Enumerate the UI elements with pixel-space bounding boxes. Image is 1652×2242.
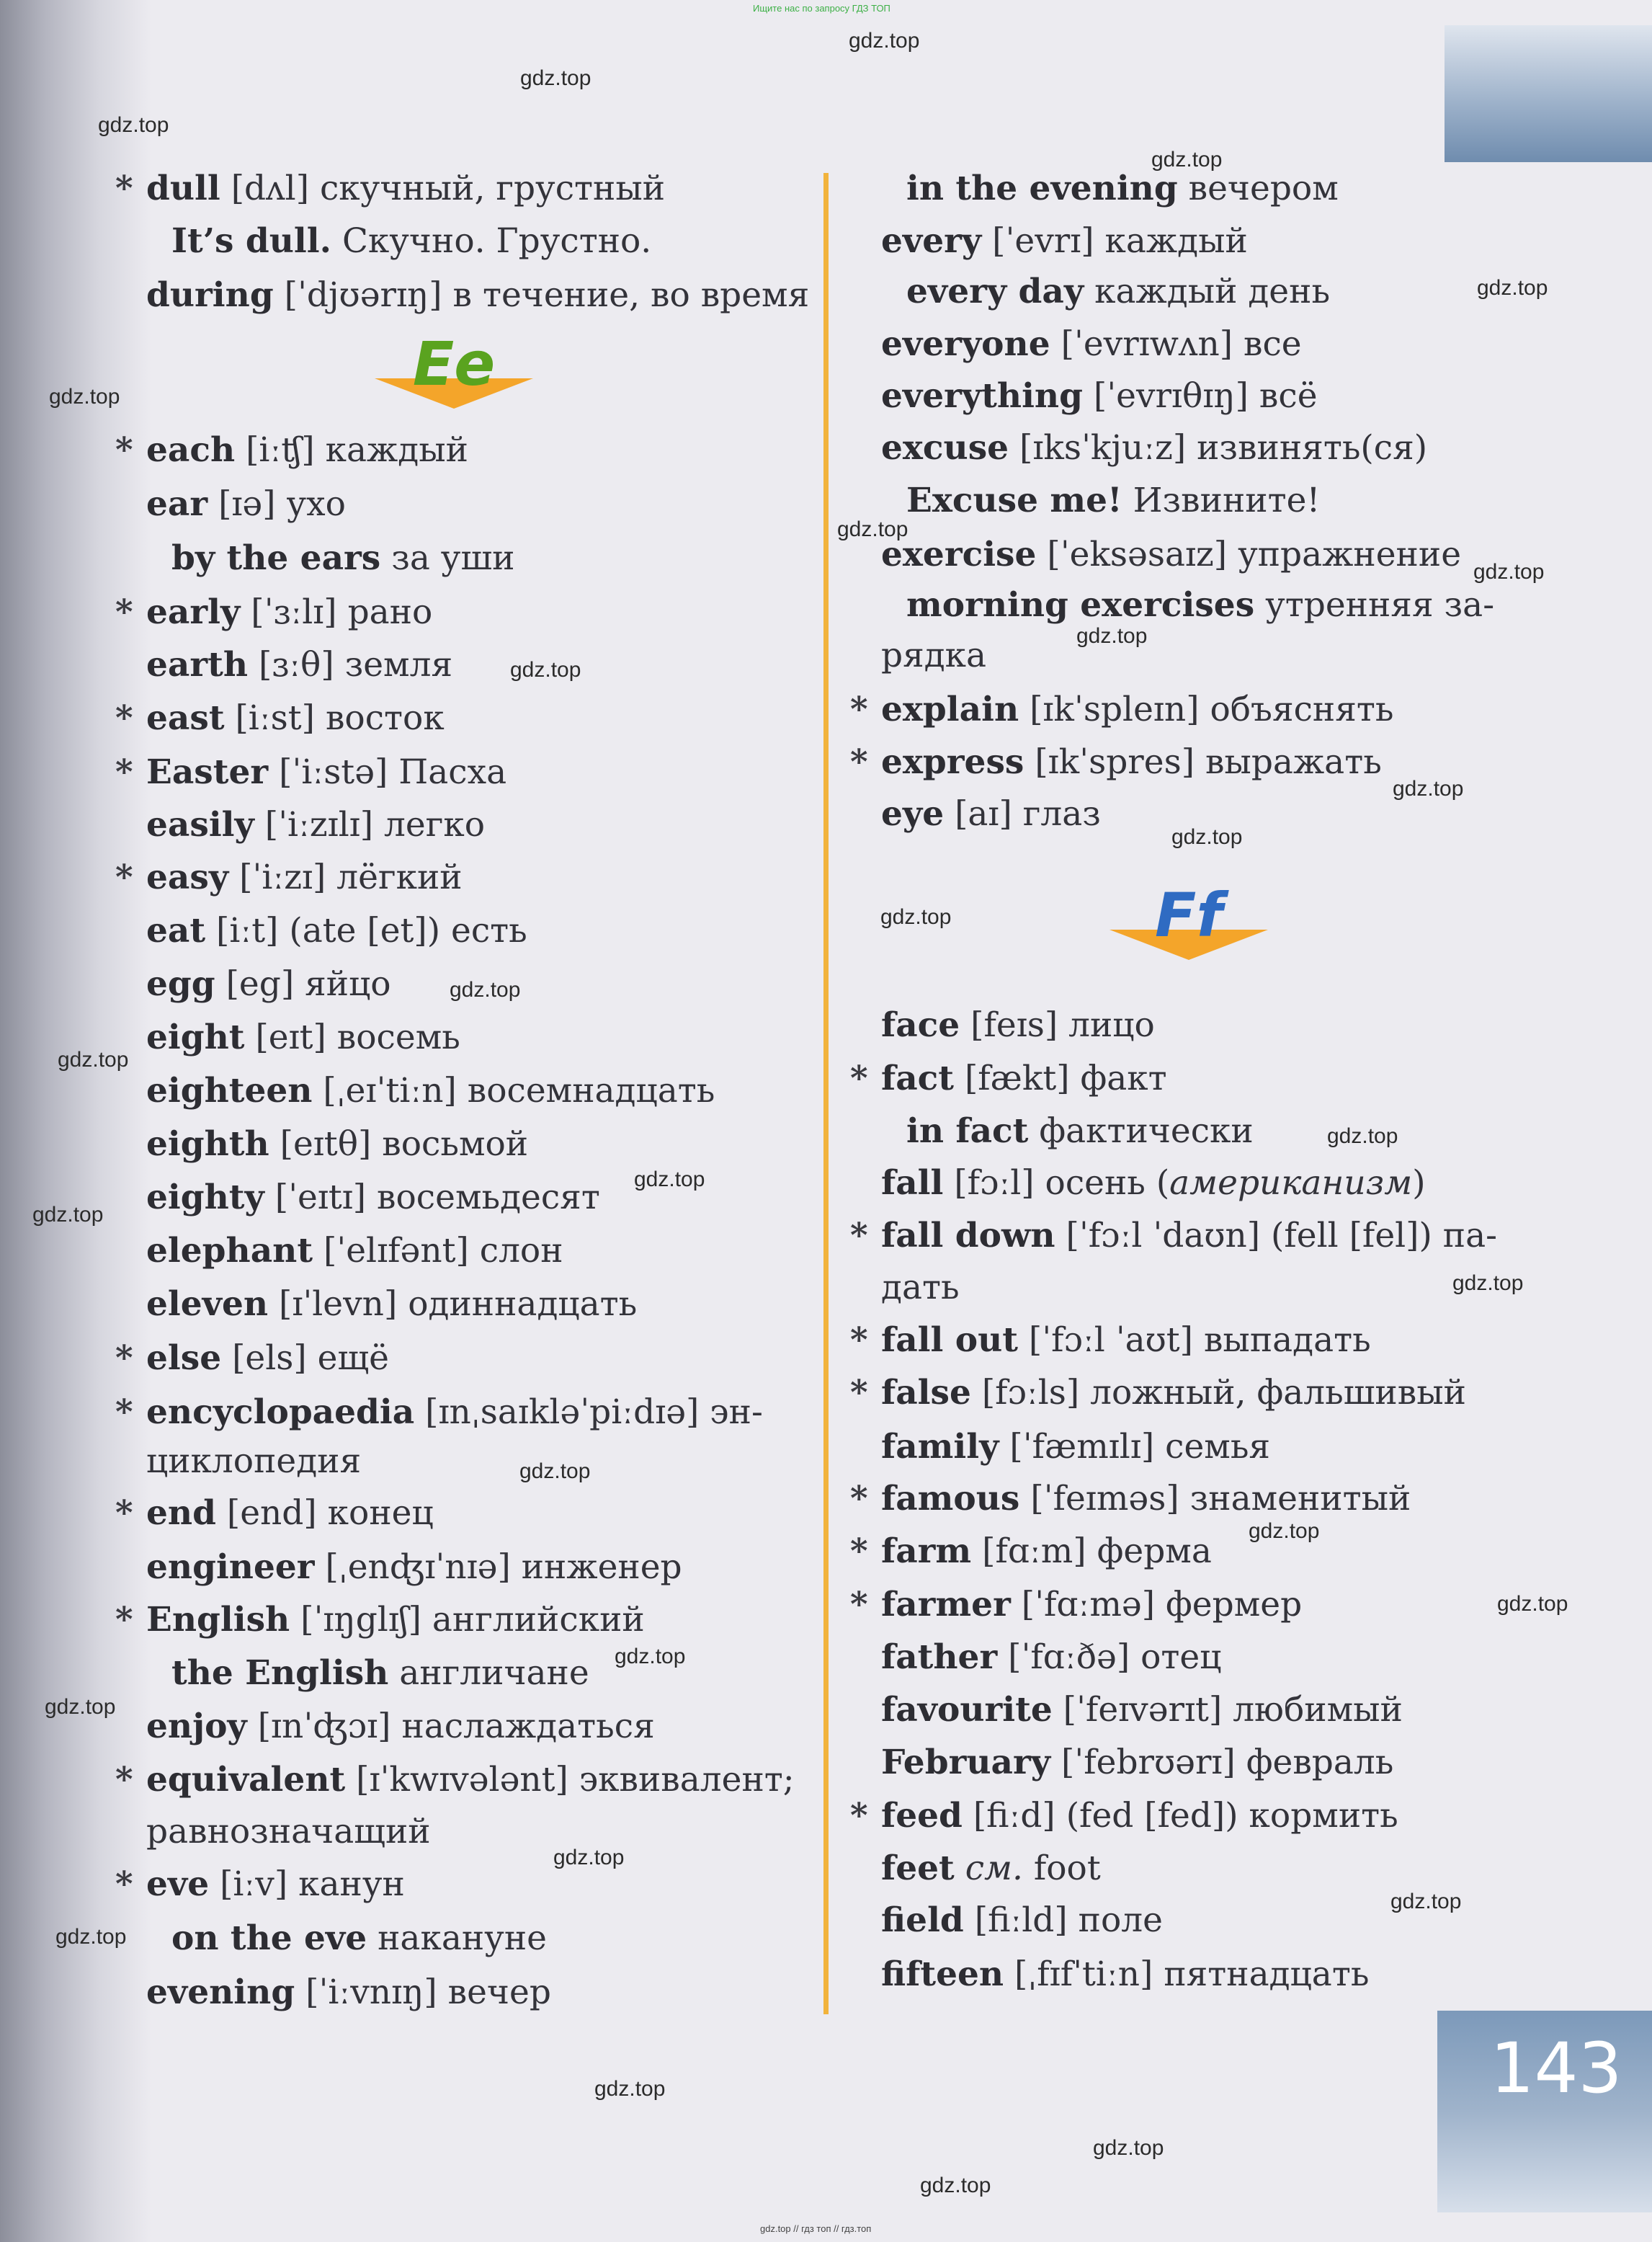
entry-italic-note: см. (965, 1849, 1023, 1888)
entry-headword: early (146, 592, 241, 632)
entry-text (881, 793, 1101, 836)
watermark: gdz.top (880, 905, 952, 929)
entry-headword: on the eve (171, 1918, 367, 1958)
entry-headword: eye (881, 794, 945, 834)
entry-definition: [ˌeɪˈtiːn] восемнадцать (312, 1071, 715, 1111)
entry-headword: fall down (881, 1216, 1055, 1255)
entry-headword: express (881, 742, 1024, 782)
entry-definition: [ɜːθ] земля (248, 645, 453, 685)
page-corner-top-decoration (1445, 25, 1652, 162)
entry-star-mark: * (850, 1479, 868, 1518)
entry-definition: [ˈfɑːðə] отец (997, 1637, 1222, 1677)
entry-text (906, 270, 1330, 313)
header-note: Ищите нас по запросу ГДЗ ТОП (753, 3, 890, 14)
entry-text (881, 1953, 1369, 1996)
entry-text (171, 537, 514, 580)
watermark: gdz.top (1393, 777, 1464, 801)
entry-text (146, 1598, 645, 1642)
entry-star-mark: * (115, 1392, 133, 1432)
entry-definition: [ˈelɪfənt] слон (313, 1231, 563, 1271)
entry-definition: [dʌl] скучный, грустный (220, 169, 666, 208)
watermark: gdz.top (510, 658, 581, 682)
entry-headword: easily (146, 805, 254, 845)
entry-headword: fifteen (881, 1954, 1004, 1994)
entry-headword: elephant (146, 1231, 313, 1271)
entry-definition: [fɑːm] ферма (971, 1531, 1212, 1571)
entry-text (146, 1283, 637, 1326)
entry-headword: in fact (906, 1111, 1029, 1151)
entry-definition: [ˈevrɪ] каждый (981, 221, 1248, 261)
entry-headword: easy (146, 858, 229, 897)
entry-headword: farmer (881, 1585, 1011, 1624)
entry-text (146, 1123, 528, 1166)
entry-text (881, 1794, 1398, 1838)
entry-headword: morning exercises (906, 585, 1255, 625)
entry-definition-tail: ) (1412, 1163, 1426, 1203)
entry-headword: in the evening (906, 169, 1178, 208)
entry-star-mark: * (850, 1373, 868, 1413)
entry-headword: eat (146, 911, 206, 951)
entry-star-mark: * (850, 1059, 868, 1098)
watermark: gdz.top (1477, 276, 1548, 300)
entry-definition: [ɪnˌsaɪkləˈpiːdɪə] эн- (414, 1392, 763, 1432)
entry-text (881, 1530, 1212, 1573)
entry-text (881, 323, 1302, 366)
entry-headword: ear (146, 484, 208, 524)
entry-headword: during (146, 275, 274, 315)
entry-definition: [feɪs] лицо (960, 1005, 1155, 1045)
entry-headword: every (881, 221, 982, 261)
entry-definition: [ˈɪŋglɪʃ] английский (290, 1600, 645, 1640)
entry-headword: favourite (881, 1690, 1053, 1730)
entry-text (146, 1391, 763, 1434)
watermark: gdz.top (837, 517, 908, 541)
entry-text (881, 1477, 1411, 1521)
entry-definition: [ˈfæmɪlɪ] семья (999, 1427, 1271, 1467)
section-heading-f (1109, 879, 1268, 987)
watermark: gdz.top (519, 1459, 591, 1483)
entry-definition: [els] ещё (221, 1338, 389, 1378)
entry-text (881, 688, 1394, 731)
entry-definition: [ɪˈlevn] одиннадцать (268, 1284, 638, 1324)
entry-definition: [eg] яйцо (215, 964, 391, 1004)
watermark: gdz.top (1327, 1124, 1398, 1148)
entry-definition: [fiːd] (fed [fed]) кормить (962, 1796, 1398, 1836)
entry-definition: [iːv] канун (209, 1864, 405, 1904)
entry-headword: everyone (881, 324, 1050, 364)
entry-text (906, 1110, 1254, 1153)
entry-headword: everything (881, 376, 1083, 416)
entry-text (146, 1492, 434, 1535)
entry-text (146, 274, 809, 317)
watermark: gdz.top (1151, 148, 1223, 172)
entry-headword: family (881, 1427, 999, 1467)
entry-star-mark: * (115, 1864, 133, 1904)
entry-definition: [eɪtθ] восьмой (269, 1124, 529, 1164)
entry-definition: [ˈdjʊərɪŋ] в течение, во время (273, 275, 810, 315)
entry-headword: fall out (881, 1320, 1018, 1360)
footer-note: gdz.top // гдз топ // гдз.топ (760, 2223, 872, 2234)
entry-text (146, 751, 506, 794)
entry-definition: циклопедия (146, 1441, 362, 1481)
entry-star-mark: * (115, 752, 133, 792)
section-letter-f: Ff (1155, 880, 1223, 951)
entry-headword: fall (881, 1163, 944, 1203)
entry-text (881, 1847, 1101, 1890)
entry-text (146, 1337, 389, 1380)
entry-text (146, 1758, 795, 1802)
entry-definition: [iːʧ] каждый (235, 430, 468, 470)
entry-text (881, 427, 1427, 470)
entry-text (146, 856, 463, 899)
entry-text (146, 1810, 431, 1854)
entry-definition: рядка (881, 636, 987, 675)
entry-text (881, 220, 1248, 263)
entry-headword: earth (146, 645, 248, 685)
entry-text (881, 634, 986, 677)
entry-headword: field (881, 1900, 964, 1940)
watermark: gdz.top (1249, 1519, 1320, 1543)
entry-text (146, 1016, 460, 1059)
entry-headword: It’s dull. (171, 221, 331, 261)
entry-headword: face (881, 1005, 960, 1045)
entry-definition: [end] конец (215, 1493, 434, 1533)
entry-text (881, 1741, 1393, 1784)
entry-star-mark: * (850, 1531, 868, 1571)
entry-definition: [ˈfeɪvərɪt] любимый (1052, 1690, 1403, 1730)
entry-definition: [ˈfɔːl ˈdaʊn] (fell [fel]) па- (1055, 1216, 1498, 1255)
entry-definition: [iːst] восток (224, 698, 445, 738)
entry-text (881, 1214, 1497, 1258)
entry-text (146, 804, 485, 847)
entry-star-mark: * (850, 1216, 868, 1255)
watermark: gdz.top (1452, 1271, 1524, 1295)
entry-text (881, 1371, 1466, 1415)
entry-text (146, 167, 665, 210)
entry-star-mark: * (115, 858, 133, 897)
entry-headword: feet (881, 1849, 955, 1888)
entry-definition: [ˈeksəsaɪz] упражнение (1036, 535, 1462, 574)
entry-definition: дать (881, 1268, 960, 1307)
entry-text (881, 1266, 960, 1309)
entry-star-mark: * (115, 430, 133, 470)
entry-text (146, 1705, 655, 1748)
entry-headword: egg (146, 964, 215, 1004)
entry-headword: eleven (146, 1284, 269, 1324)
entry-headword: end (146, 1493, 216, 1533)
entry-definition: вечером (1177, 169, 1339, 208)
entry-headword: English (146, 1600, 290, 1640)
watermark: gdz.top (1093, 2136, 1164, 2160)
section-letter-e: Ee (412, 329, 496, 399)
entry-definition: [ɪnˈʤɔɪ] наслаждаться (246, 1707, 655, 1746)
entry-text (146, 1229, 563, 1273)
entry-text (146, 697, 445, 740)
entry-definition-tail: foot (1022, 1849, 1101, 1888)
entry-star-mark: * (115, 592, 133, 632)
entry-text (146, 1176, 600, 1219)
entry-headword: every day (906, 272, 1084, 311)
watermark: gdz.top (615, 1645, 686, 1668)
entry-headword: eighth (146, 1124, 269, 1164)
entry-definition: [ˈfɔːl ˈaʊt] выпадать (1017, 1320, 1371, 1360)
watermark: gdz.top (1171, 825, 1243, 849)
entry-star-mark: * (850, 690, 868, 729)
entry-definition (955, 1849, 965, 1888)
entry-text (146, 429, 468, 472)
entry-text (881, 1899, 1163, 1942)
entry-text (881, 1583, 1302, 1627)
entry-definition: [fɔːl] осень ( (943, 1163, 1170, 1203)
entry-definition: [ˌenʤɪˈnɪə] инженер (314, 1547, 682, 1587)
entry-definition: [ˈeɪtɪ] восемьдесят (264, 1178, 600, 1217)
entry-text (171, 220, 651, 263)
entry-definition: Извините! (1122, 481, 1321, 520)
watermark: gdz.top (58, 1048, 129, 1072)
entry-text (881, 533, 1461, 577)
entry-headword: farm (881, 1531, 972, 1571)
entry-headword: exercise (881, 535, 1037, 574)
entry-definition: утренняя за- (1254, 585, 1495, 625)
entry-headword: evening (146, 1972, 295, 2012)
entry-headword: engineer (146, 1547, 315, 1587)
entry-text (171, 1652, 589, 1695)
entry-definition: за уши (380, 538, 515, 578)
entry-text (881, 741, 1382, 784)
entry-definition: [ˈiːzɪ] лёгкий (228, 858, 463, 897)
entry-headword: feed (881, 1796, 963, 1836)
entry-text (881, 375, 1318, 418)
entry-definition: [ˈevrɪwʌn] все (1050, 324, 1302, 364)
entry-definition: [ˈfeɪməs] знаменитый (1019, 1479, 1411, 1518)
entry-text (906, 167, 1339, 210)
watermark: gdz.top (634, 1167, 705, 1191)
entry-star-mark: * (115, 1600, 133, 1640)
entry-text (881, 1004, 1155, 1047)
entry-star-mark: * (115, 1760, 133, 1800)
watermark: gdz.top (520, 66, 591, 90)
entry-definition: [ˈfebrʊərɪ] февраль (1050, 1743, 1394, 1782)
watermark: gdz.top (553, 1846, 625, 1869)
entry-text (906, 479, 1320, 522)
page-number: 143 (1490, 2028, 1622, 2109)
entry-text (146, 1546, 682, 1589)
watermark: gdz.top (1390, 1890, 1462, 1913)
watermark: gdz.top (920, 2174, 991, 2197)
entry-text (146, 1971, 551, 2014)
entry-definition: [ˈiːzɪlɪ] легко (254, 805, 486, 845)
entry-text (146, 1863, 405, 1906)
entry-headword: each (146, 430, 236, 470)
entry-headword: encyclopaedia (146, 1392, 415, 1432)
watermark: gdz.top (1497, 1592, 1568, 1616)
entry-headword: eighty (146, 1178, 264, 1217)
entry-definition: [ɪkˈspres] выражать (1024, 742, 1382, 782)
entry-definition: [ɪə] ухо (207, 484, 346, 524)
entry-headword: father (881, 1637, 998, 1677)
watermark: gdz.top (98, 113, 169, 137)
entry-definition: [ˌfɪfˈtiːn] пятнадцать (1004, 1954, 1370, 1994)
entry-text (171, 1917, 547, 1960)
entry-headword: famous (881, 1479, 1020, 1518)
entry-headword: explain (881, 690, 1019, 729)
entry-text (881, 1689, 1403, 1732)
entry-definition: [ɪksˈkjuːz] извинять(ся) (1009, 428, 1428, 468)
entry-star-mark: * (850, 1585, 868, 1624)
entry-definition: [aɪ] глаз (944, 794, 1101, 834)
column-divider (823, 173, 829, 2014)
entry-text (906, 584, 1494, 627)
watermark: gdz.top (32, 1203, 104, 1227)
entry-definition: накануне (367, 1918, 547, 1958)
entry-text (146, 644, 452, 687)
entry-star-mark: * (850, 1320, 868, 1360)
watermark: gdz.top (594, 2077, 666, 2101)
watermark: gdz.top (849, 29, 920, 53)
entry-text (146, 909, 527, 953)
entry-definition: фактически (1028, 1111, 1254, 1151)
entry-star-mark: * (115, 698, 133, 738)
entry-text (881, 1425, 1270, 1469)
entry-star-mark: * (115, 1338, 133, 1378)
section-heading-e (375, 328, 533, 436)
entry-definition: [ɪˈkwɪvələnt] эквивалент; (345, 1760, 795, 1800)
entry-text (881, 1636, 1221, 1679)
entry-text (881, 1319, 1371, 1362)
entry-headword: else (146, 1338, 222, 1378)
entry-headword: eve (146, 1864, 210, 1904)
entry-definition: каждый день (1084, 272, 1331, 311)
entry-headword: Easter (146, 752, 269, 792)
entry-star-mark: * (115, 169, 133, 208)
entry-definition: [ˈfɑːmə] фермер (1010, 1585, 1303, 1624)
entry-headword: February (881, 1743, 1051, 1782)
entry-definition: [ˈiːstə] Пасха (268, 752, 507, 792)
entry-definition: [fækt] факт (954, 1059, 1167, 1098)
entry-definition: [ɪkˈspleɪn] объяснять (1019, 690, 1394, 729)
entry-headword: false (881, 1373, 971, 1413)
entry-definition: [fɔːls] ложный, фальшивый (970, 1373, 1466, 1413)
watermark: gdz.top (55, 1925, 127, 1949)
entry-star-mark: * (115, 1493, 133, 1533)
entry-headword: Excuse me! (906, 481, 1122, 520)
entry-text (881, 1057, 1167, 1100)
entry-italic-note: американизм (1169, 1163, 1413, 1203)
entry-text (146, 963, 391, 1006)
entry-headword: by the ears (171, 538, 381, 578)
entry-definition: Скучно. Грустно. (331, 221, 652, 261)
watermark: gdz.top (1473, 560, 1545, 584)
entry-headword: enjoy (146, 1707, 247, 1746)
entry-headword: eighteen (146, 1071, 313, 1111)
entry-definition: [ˈevrɪθɪŋ] всё (1082, 376, 1318, 416)
entry-headword: excuse (881, 428, 1009, 468)
entry-definition: [ˈɜːlɪ] рано (240, 592, 433, 632)
watermark: gdz.top (1076, 624, 1148, 648)
entry-definition: [fiːld] поле (963, 1900, 1163, 1940)
entry-headword: the English (171, 1653, 389, 1693)
entry-text (146, 1440, 361, 1483)
entry-star-mark: * (850, 742, 868, 782)
entry-headword: eight (146, 1018, 245, 1057)
watermark: gdz.top (49, 385, 120, 409)
entry-text (146, 1069, 715, 1113)
entry-headword: east (146, 698, 225, 738)
entry-text (146, 483, 346, 526)
entry-headword: fact (881, 1059, 954, 1098)
entry-text (881, 1162, 1426, 1205)
entry-headword: dull (146, 169, 220, 208)
entry-definition: [ˈiːvnɪŋ] вечер (295, 1972, 551, 2012)
entry-definition: [eɪt] восемь (244, 1018, 460, 1057)
watermark: gdz.top (450, 978, 521, 1002)
entry-headword: equivalent (146, 1760, 346, 1800)
entry-text (146, 591, 432, 634)
entry-definition: [iːt] (ate [et]) есть (205, 911, 527, 951)
entry-star-mark: * (850, 1796, 868, 1836)
entry-definition: равнозначащий (146, 1812, 431, 1851)
entry-definition: англичане (388, 1653, 589, 1693)
watermark: gdz.top (45, 1695, 116, 1719)
